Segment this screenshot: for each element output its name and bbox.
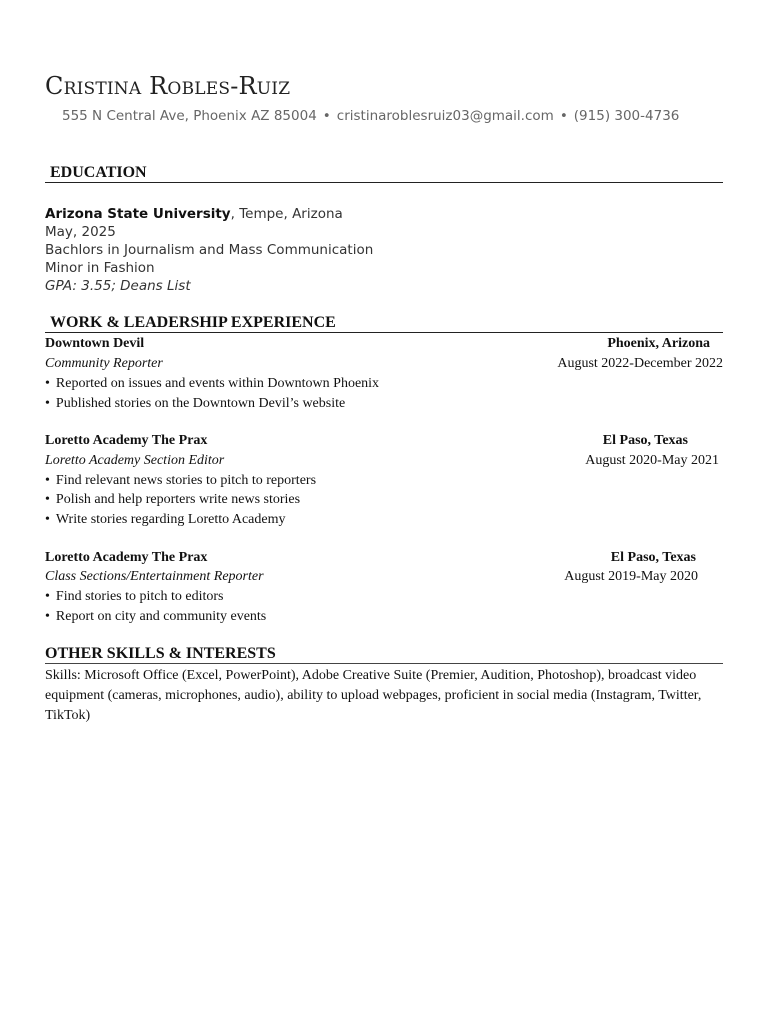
job-location: Phoenix, Arizona: [607, 336, 710, 351]
education-minor: Minor in Fashion: [45, 260, 155, 276]
job-bullet: • Find stories to pitch to editors: [45, 588, 224, 606]
job-bullet: • Report on city and community events: [45, 608, 266, 626]
job-org: Loretto Academy The Prax: [45, 550, 208, 565]
separator: •: [559, 108, 568, 124]
job-title: Community Reporter: [45, 356, 163, 371]
job-dates: August 2022-December 2022: [557, 356, 723, 371]
job-location: El Paso, Texas: [610, 550, 696, 565]
job-dates: August 2020-May 2021: [585, 453, 719, 468]
school-location: , Tempe, Arizona: [230, 206, 343, 222]
school-name: Arizona State University: [45, 206, 231, 222]
separator: •: [322, 108, 331, 124]
job-org: Downtown Devil: [45, 336, 145, 351]
education-school-line: [45, 205, 343, 223]
education-gpa: [45, 277, 191, 295]
job-bullet: • Write stories regarding Loretto Academy: [45, 511, 285, 529]
job-bullet: • Find relevant news stories to pitch to reporters: [45, 472, 316, 490]
job-bullet: • Reported on issues and events within Downtown Phoenix: [45, 375, 379, 393]
education-heading: EDUCATION: [45, 164, 723, 183]
contact-line: [62, 108, 679, 124]
job-title: Loretto Academy Section Editor: [45, 453, 225, 468]
experience-heading: WORK & LEADERSHIP EXPERIENCE: [45, 314, 723, 333]
job-location: El Paso, Texas: [602, 433, 688, 448]
job-title: Class Sections/Entertainment Reporter: [45, 569, 264, 584]
job-dates: August 2019-May 2020: [564, 569, 698, 584]
education-degree: Bachlors in Journalism and Mass Communication: [45, 242, 374, 258]
job-org: Loretto Academy The Prax: [45, 433, 208, 448]
skills-text: Skills: Microsoft Office (Excel, PowerPoint), Adobe Creative Suite (Premier, Audition, Photoshop), broadcast video equipment (cameras, microphones, audio), ability to upload webpages, proficient in social media (Instagram, Twitter, TikTok): [45, 668, 702, 723]
phone: (915) 300-4736: [573, 108, 680, 124]
address: 555 N Central Ave, Phoenix AZ 85004: [62, 108, 317, 124]
job-bullet: • Polish and help reporters write news stories: [45, 491, 300, 509]
resume-name: Cristina Robles-Ruiz: [45, 72, 291, 100]
education-date: May, 2025: [45, 224, 116, 240]
job-bullet: • Published stories on the Downtown Devil’s website: [45, 395, 345, 413]
gpa-text: GPA: 3.55; Deans List: [45, 278, 191, 294]
skills-heading: OTHER SKILLS & INTERESTS: [45, 645, 723, 664]
email: cristinaroblesruiz03@gmail.com: [336, 108, 554, 124]
